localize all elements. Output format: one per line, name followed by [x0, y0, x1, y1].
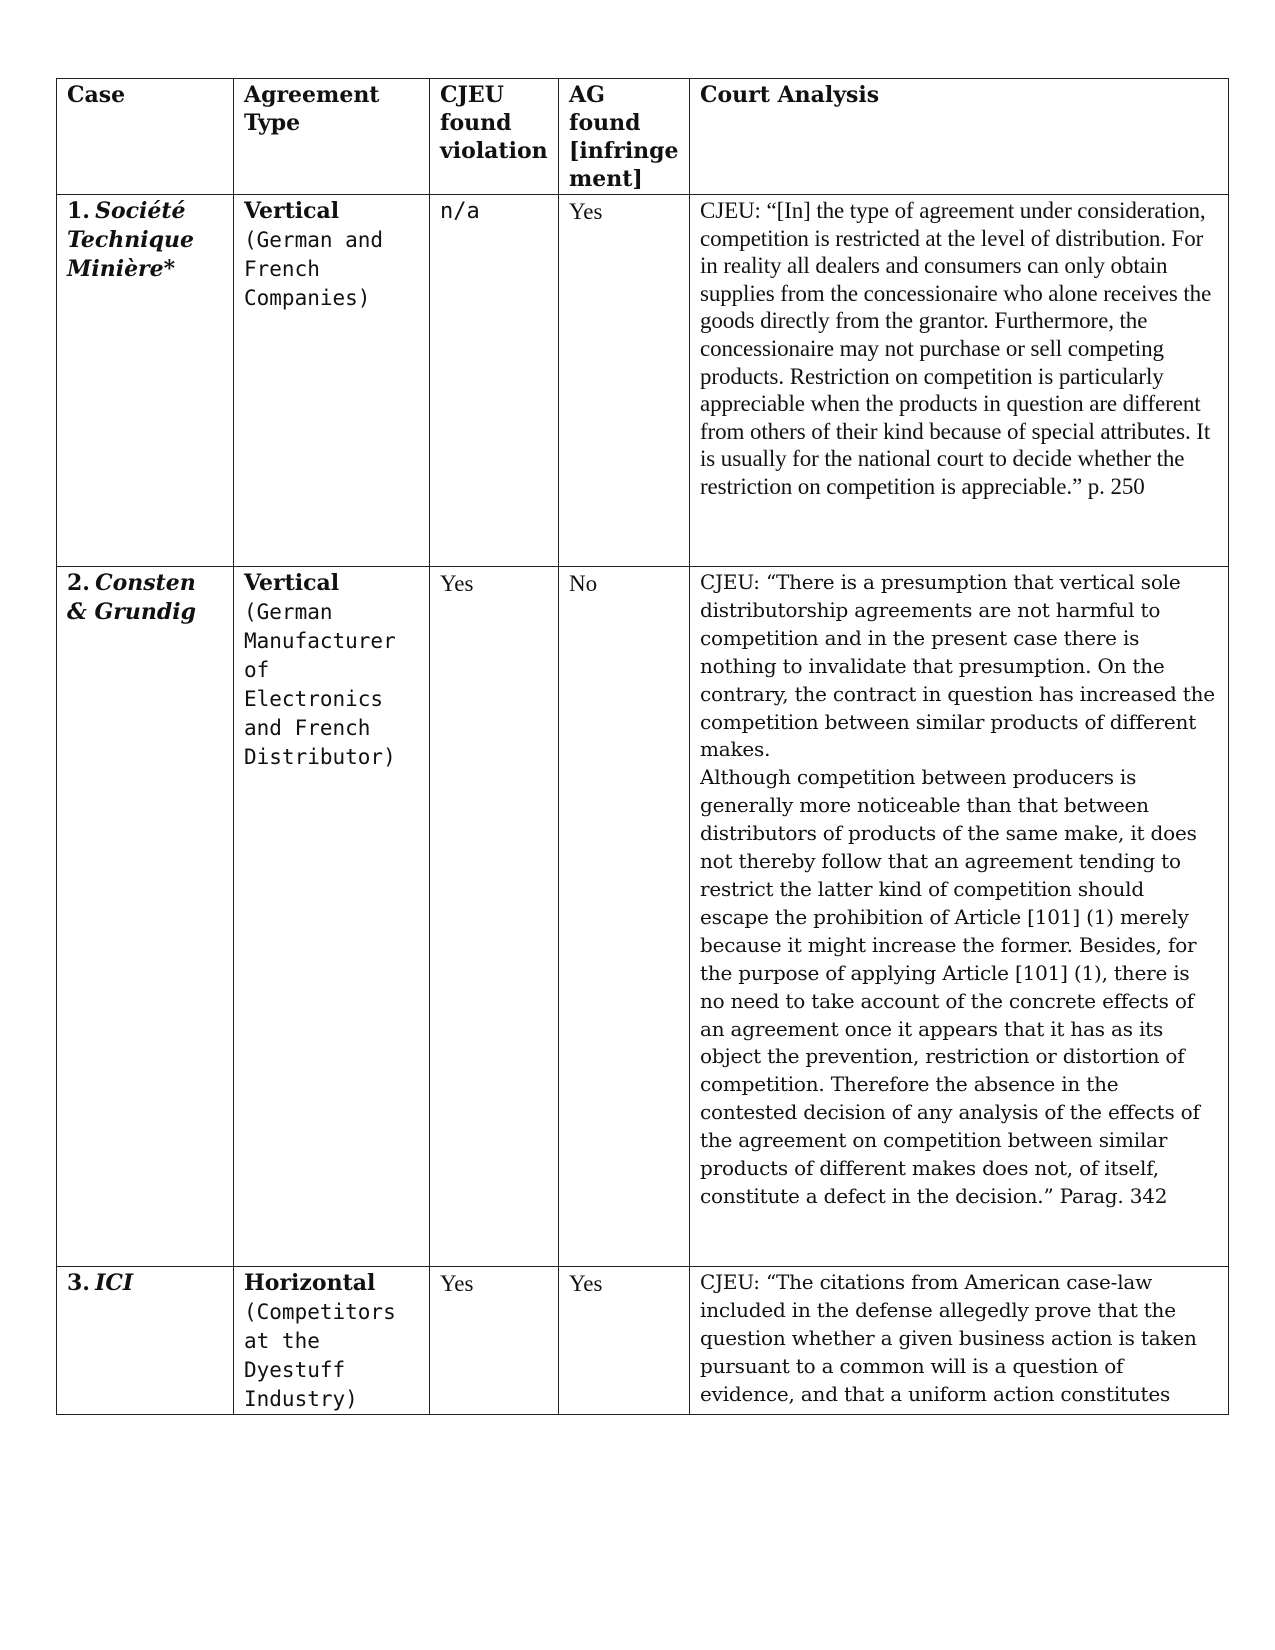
- agreement-type: Vertical: [244, 570, 340, 596]
- table-row: [57, 195, 1229, 567]
- agreement-type-cell: [234, 1267, 430, 1415]
- agreement-parties: (German and French Companies): [244, 228, 384, 310]
- case-number: 2.: [67, 570, 90, 596]
- header-cjeu-found-violation: CJEU found violation: [430, 79, 559, 195]
- cjeu-violation-cell: [430, 567, 559, 1267]
- cjeu-violation-cell: [430, 195, 559, 567]
- header-case: Case: [57, 79, 234, 195]
- cjeu-found-violation: Yes: [440, 1271, 474, 1296]
- court-analysis-text: CJEU: “The citations from American case-law included in the defense allegedly prove that the question whether a given business action is taken pursuant to a common will is a question of evidence, and that a uniform action constitutes: [700, 1270, 1197, 1406]
- ag-found-cell: [559, 195, 690, 567]
- case-name: Société Technique Minière*: [67, 198, 194, 282]
- agreement-type: Horizontal: [244, 1270, 376, 1296]
- cjeu-found-violation: n/a: [440, 199, 480, 224]
- header-court-analysis: Court Analysis: [690, 79, 1229, 195]
- case-cell: [57, 195, 234, 567]
- agreement-type-cell: [234, 567, 430, 1267]
- agreement-parties: (Competitors at the Dyestuff Industry): [244, 1300, 396, 1411]
- agreement-type: Vertical: [244, 198, 340, 224]
- case-name: ICI: [95, 1270, 134, 1296]
- header-ag-found: AG found [infringe ment]: [559, 79, 690, 195]
- ag-found-cell: [559, 567, 690, 1267]
- ag-found: Yes: [569, 199, 603, 224]
- case-number: 3.: [67, 1270, 90, 1296]
- agreement-parties: (German Manufacturer of Electronics and French Distributor): [244, 600, 396, 769]
- header-agreement-type: Agreement Type: [234, 79, 430, 195]
- court-analysis-cell: [690, 567, 1229, 1267]
- case-name: Consten & Grundig: [67, 570, 197, 625]
- table-row: [57, 1267, 1229, 1415]
- court-analysis-text: CJEU: “There is a presumption that vertical sole distributorship agreements are not harmful to competition and in the present case there is nothing to invalidate that presumption. On the contrary, the contract in question has increased the competition between similar products of different makes. Although competition between producers is generally more noticeable than that between distributors of products of the same make, it does not thereby follow that an agreement tending to restrict the latter kind of competition should escape the prohibition of Article [101] (1) merely because it might increase the former. Besides, for the purpose of applying Article [101] (1), there is no need to take account of the concrete effects of an agreement once it appears that it has as its object the prevention, restriction or distortion of competition. Therefore the absence in the contested decision of any analysis of the effects of the agreement on competition between similar products of different makes does not, of itself, constitute a defect in the decision.” Parag. 342: [700, 570, 1215, 1208]
- ag-found-cell: [559, 1267, 690, 1415]
- cjeu-violation-cell: [430, 1267, 559, 1415]
- ag-found: No: [569, 571, 598, 596]
- cjeu-found-violation: Yes: [440, 571, 474, 596]
- court-analysis-cell: [690, 1267, 1229, 1415]
- table-header-row: [57, 79, 1229, 195]
- case-comparison-table: [56, 78, 1229, 1415]
- court-analysis-text: CJEU: “[In] the type of agreement under consideration, competition is restricted at the level of distribution. For in reality all dealers and consumers can only obtain supplies from the concessionaire who alone receives the goods directly from the grantor. Furthermore, the concessionaire may not purchase or sell competing products. Restriction on competition is particularly appreciable when the products in question are different from others of their kind because of special attributes. It is usually for the national court to decide whether the restriction on competition is appreciable.” p. 250: [700, 198, 1212, 499]
- case-number: 1.: [67, 198, 90, 224]
- case-cell: [57, 567, 234, 1267]
- case-cell: [57, 1267, 234, 1415]
- agreement-type-cell: [234, 195, 430, 567]
- table-row: [57, 567, 1229, 1267]
- court-analysis-cell: [690, 195, 1229, 567]
- ag-found: Yes: [569, 1271, 603, 1296]
